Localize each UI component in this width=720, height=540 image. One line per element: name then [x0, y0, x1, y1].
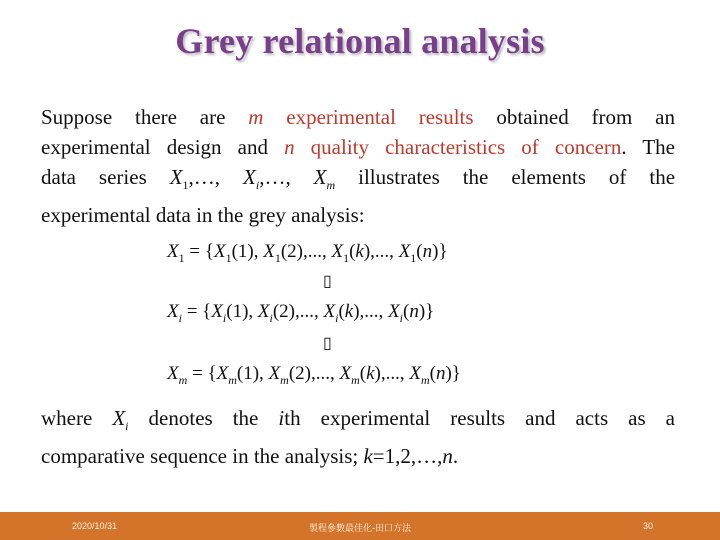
where-line-2: comparative sequence in the analysis; k=1,2,…,n. [41, 444, 459, 469]
equation-xi: $X_i = \{X_i(1)$, $X_i(2)$,..., $X_i(k)$,..., $X_i(n)$} [167, 301, 435, 325]
equation-x1: $X_1 = \{X_1(1)$, $X_1(2)$,..., $X_1(k)$,..., $X_1(n)$} [167, 241, 448, 265]
intro-paragraph [41, 102, 675, 230]
footer-course-title: 製程參數最佳化-田口方法 [309, 523, 411, 533]
intro-line-1: Suppose there are m experimental results obtained from an [41, 105, 676, 129]
intro-line-4: experimental data in the grey analysis: [41, 203, 365, 228]
intro-line-2: experimental design and n quality characteristics of concern. The [41, 135, 675, 159]
footer-date: 2020/10/31 [72, 521, 118, 531]
vertical-dots-2: ▯ [323, 335, 332, 352]
page-title: Grey relational analysis [175, 21, 545, 61]
footer-bar [0, 512, 720, 540]
page-number: 30 [643, 521, 654, 531]
intro-line-3: data series $X_1,\dots$, $X_i,\dots$, $X_m$ illustrates the elements of the [41, 165, 676, 193]
where-line-1: where $X_i$ denotes the ith experimental results and acts as a [41, 406, 676, 434]
equation-xm: $X_m = \{X_m(1)$, $X_m(2)$,..., $X_m(k)$,..., $X_m(n)$} [167, 363, 461, 387]
vertical-dots-1: ▯ [323, 273, 332, 290]
where-paragraph [41, 403, 675, 471]
